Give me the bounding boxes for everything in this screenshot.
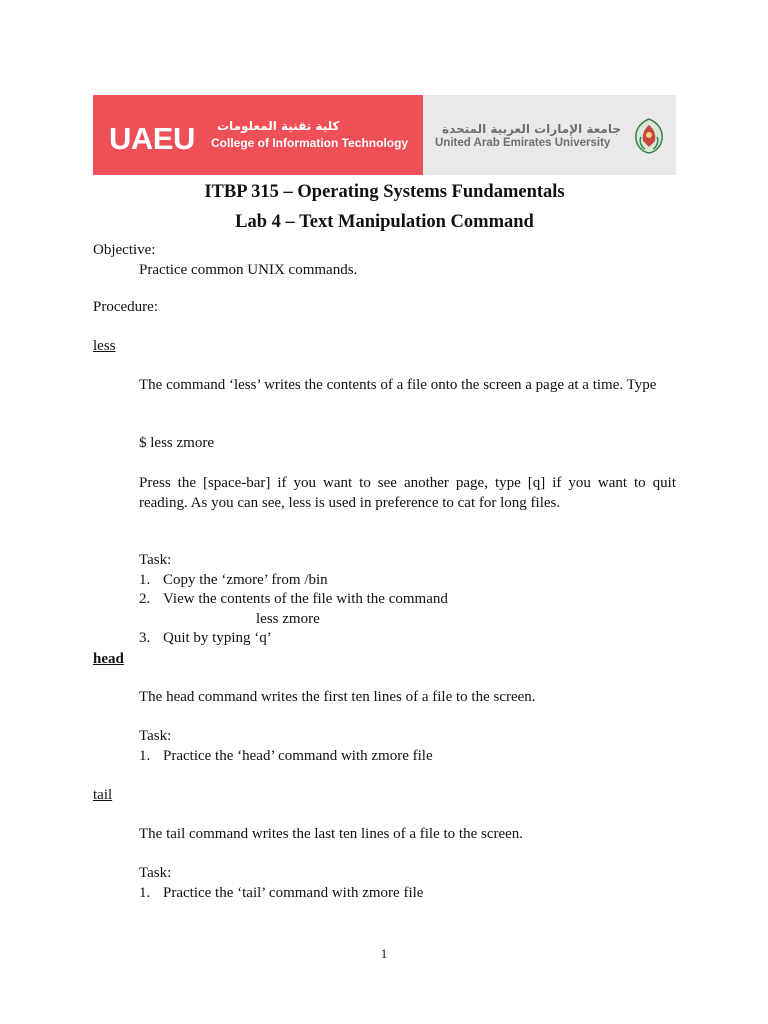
less-command: $ less zmore bbox=[139, 435, 214, 451]
head-heading: head bbox=[93, 651, 124, 667]
tail-task-1-text: Practice the ‘tail’ command with zmore file bbox=[163, 885, 424, 901]
course-title: ITBP 315 – Operating Systems Fundamentals bbox=[204, 182, 565, 202]
college-name-english: College of Information Technology bbox=[211, 136, 409, 150]
less-task-1-number: 1. bbox=[139, 572, 151, 588]
university-seal-icon bbox=[631, 117, 667, 155]
less-intro: The command ‘less’ writes the contents of a file onto the screen a page at a time. Type bbox=[139, 377, 657, 393]
objective-text: Practice common UNIX commands. bbox=[139, 262, 358, 278]
college-name-arabic: كلية تقنية المعلومات bbox=[217, 119, 340, 133]
less-note: Press the [space-bar] if you want to see another page, type [q] if you want to quit reading. As you can see, less is used in preference to cat for long files. bbox=[139, 475, 676, 511]
tail-task-1-number: 1. bbox=[139, 885, 151, 901]
college-logo-panel bbox=[93, 95, 423, 175]
uaeu-logo: UAEU bbox=[109, 121, 195, 156]
head-task-1-text: Practice the ‘head’ command with zmore file bbox=[163, 748, 433, 764]
lab-title: Lab 4 – Text Manipulation Command bbox=[235, 212, 534, 232]
less-heading: less bbox=[93, 338, 116, 354]
less-task-3-text: Quit by typing ‘q’ bbox=[163, 630, 272, 646]
tail-task-label: Task: bbox=[139, 865, 172, 881]
less-task-label: Task: bbox=[139, 552, 172, 568]
less-task-1-text: Copy the ‘zmore’ from /bin bbox=[163, 572, 328, 588]
objective-label: Objective: bbox=[93, 242, 156, 258]
university-name-arabic: جامعة الإمارات العربية المتحدة bbox=[442, 122, 621, 136]
page-number: 1 bbox=[380, 946, 388, 961]
university-logo-panel bbox=[423, 95, 676, 175]
less-task-2-command: less zmore bbox=[256, 611, 320, 627]
tail-intro: The tail command writes the last ten lines of a file to the screen. bbox=[139, 826, 524, 842]
header-banner bbox=[93, 95, 676, 175]
head-intro: The head command writes the first ten lines of a file to the screen. bbox=[139, 689, 536, 705]
less-task-3-number: 3. bbox=[139, 630, 151, 646]
head-task-1-number: 1. bbox=[139, 748, 151, 764]
less-task-2-number: 2. bbox=[139, 591, 151, 607]
procedure-label: Procedure: bbox=[93, 299, 158, 315]
head-task-label: Task: bbox=[139, 728, 172, 744]
less-task-2-text: View the contents of the file with the command bbox=[163, 591, 448, 607]
university-name-english: United Arab Emirates University bbox=[435, 137, 611, 149]
tail-heading: tail bbox=[93, 787, 113, 803]
